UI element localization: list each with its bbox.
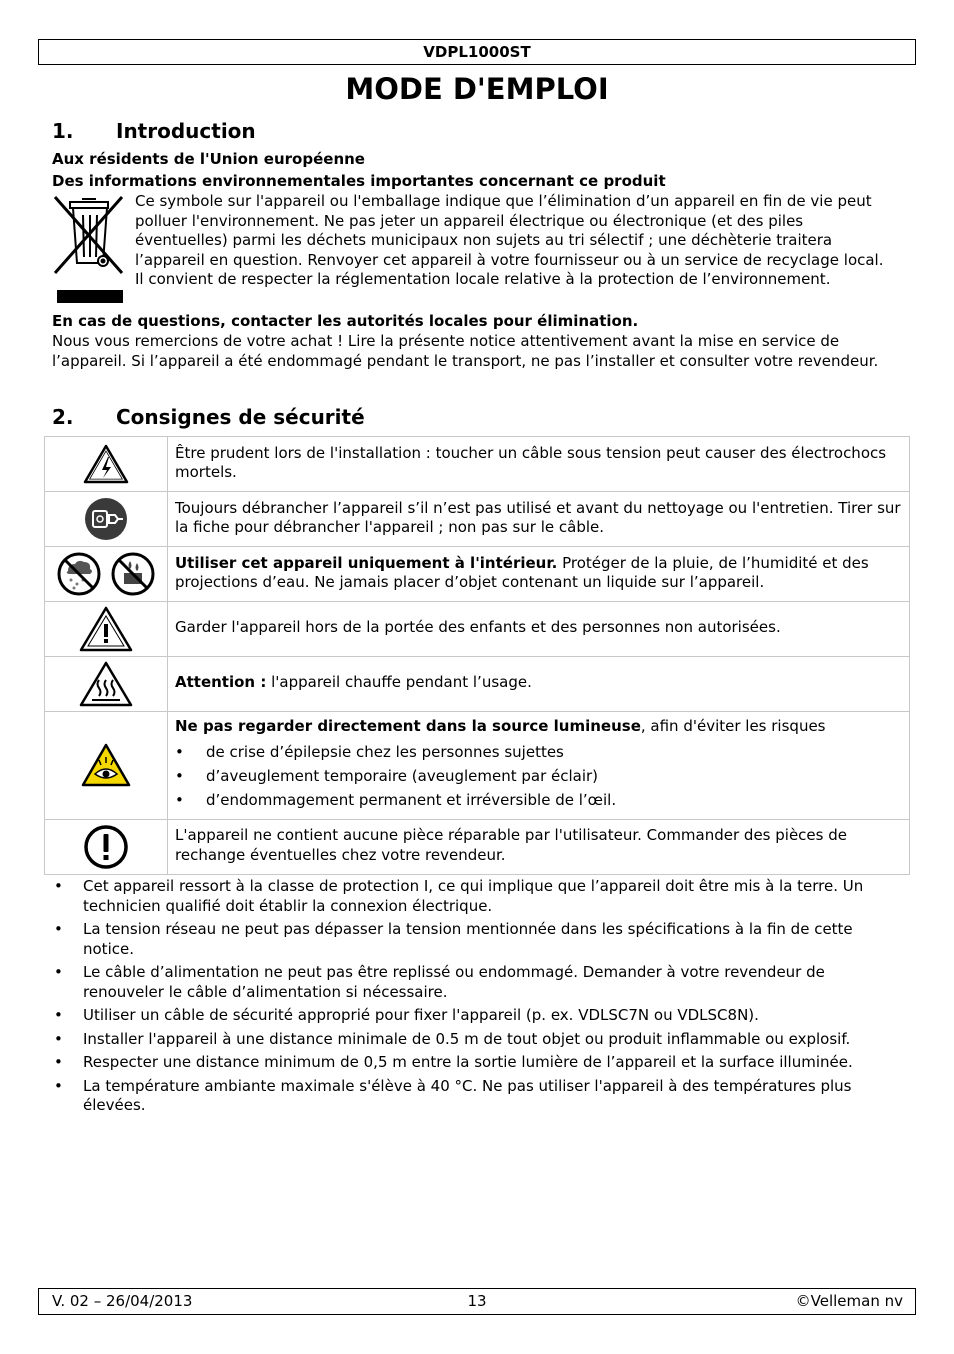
document-header	[38, 39, 916, 65]
safety-bullet-list	[52, 877, 908, 1120]
section-number: 1.	[52, 119, 74, 143]
list-item: • d’endommagement permanent et irréversible de l’œil.	[175, 788, 901, 812]
list-item: • La tension réseau ne peut pas dépasser la tension mentionnée dans les spécifications à la fin de cette notice.	[52, 920, 908, 959]
icon-cell	[45, 602, 168, 657]
thanks-paragraph: Nous vous remercions de votre achat ! Lire la présente notice attentivement avant la mise en service de l’appareil. Si l’appareil a été endommagé pendant le transport, ne pas l’installer et consulter votre revendeur.	[52, 332, 879, 370]
table-row	[45, 492, 910, 547]
section-title: Consignes de sécurité	[116, 405, 365, 429]
general-warning-icon	[78, 605, 134, 653]
safety-text	[168, 712, 910, 820]
safety-text: Garder l'appareil hors de la portée des enfants et des personnes non autorisées.	[168, 602, 910, 657]
table-row	[45, 819, 910, 874]
icon-cell	[45, 437, 168, 492]
icon-cell	[45, 712, 168, 820]
env-info-heading: Des informations environnementales importantes concernant ce produit	[52, 172, 666, 190]
icon-cell	[45, 657, 168, 712]
icon-cell	[45, 492, 168, 547]
electric-shock-warning-icon	[82, 443, 130, 485]
eye-risk-list	[175, 740, 901, 812]
table-row	[45, 547, 910, 602]
list-item: • Respecter une distance minimum de 0,5 m entre la sortie lumière de l’appareil et la surface illuminée.	[52, 1053, 908, 1073]
hot-surface-icon	[78, 660, 134, 708]
list-item: • La température ambiante maximale s'élève à 40 °C. Ne pas utiliser l'appareil à des températures plus élevées.	[52, 1077, 908, 1116]
list-item: • d’aveuglement temporaire (aveuglement par éclair)	[175, 764, 901, 788]
document-footer	[38, 1288, 916, 1315]
icon-cell	[45, 819, 168, 874]
safety-text	[168, 657, 910, 712]
section-number: 2.	[52, 405, 74, 429]
unplug-icon	[83, 496, 129, 542]
model-number: VDPL1000ST	[423, 43, 531, 61]
copyright: ©Velleman nv	[795, 1292, 903, 1310]
table-row	[45, 712, 910, 820]
section-heading-introduction	[52, 118, 256, 144]
list-item: • Utiliser un câble de sécurité approprié pour fixer l'appareil (p. ex. VDLSC7N ou VDLSC8N).	[52, 1006, 908, 1026]
section-heading-safety	[52, 404, 365, 430]
questions-notice: En cas de questions, contacter les autorités locales pour élimination.	[52, 312, 639, 330]
safety-text-rest: l'appareil chauffe pendant l’usage.	[266, 673, 532, 692]
safety-text	[168, 547, 910, 602]
weee-bin-icon	[52, 193, 126, 305]
list-item: • de crise d’épilepsie chez les personnes sujettes	[175, 740, 901, 764]
table-row	[45, 657, 910, 712]
list-item: • Cet appareil ressort à la classe de protection I, ce qui implique que l’appareil doit être mis à la terre. Un technicien qualifié doit établir la connexion électrique.	[52, 877, 908, 916]
no-liquid-icon	[110, 551, 156, 597]
exclamation-circle-icon	[83, 824, 129, 870]
safety-text: Toujours débrancher l’appareil s’il n’est pas utilisé et avant du nettoyage ou l'entretien. Tirer sur la fiche pour débrancher l'appareil ; non pas sur le câble.	[168, 492, 910, 547]
eye-light-warning-icon	[80, 742, 132, 788]
list-item: • Le câble d’alimentation ne peut pas être replissé ou endommagé. Demander à votre revendeur de renouveler le câble d’alimentation si nécessaire.	[52, 963, 908, 1002]
safety-text-rest: Protéger de la pluie, de l’humidité et des projections d’eau. Ne jamais placer d’objet contenant un liquide sur l’appareil.	[175, 553, 869, 591]
weee-description: Ce symbole sur l'appareil ou l'emballage indique que l’élimination d’un appareil en fin de vie peut polluer l'environnement. Ne pas jeter un appareil électrique ou électronique (et des piles éventuelles) parmi les déchets municipaux non sujets au tri sélectif ; une déchèterie traitera l’appareil en question. Renvoyer cet appareil à votre fournisseur ou à un service de recyclage local. Il convient de respecter la réglementation locale relative à la protection de l’environnement.	[135, 192, 884, 288]
page-title: MODE D'EMPLOI	[345, 72, 609, 106]
safety-text: L'appareil ne contient aucune pièce réparable par l'utilisateur. Commander des pièces de rechange éventuelles chez votre revendeur.	[168, 819, 910, 874]
eu-residents-heading: Aux résidents de l'Union européenne	[52, 150, 365, 168]
list-item: • Installer l'appareil à une distance minimale de 0.5 m de tout objet ou produit inflammable ou explosif.	[52, 1030, 908, 1050]
no-rain-icon	[56, 551, 102, 597]
table-row	[45, 437, 910, 492]
section-title: Introduction	[116, 119, 256, 143]
safety-text-bold: Ne pas regarder directement dans la source lumineuse	[175, 717, 641, 735]
icon-cell	[45, 547, 168, 602]
safety-table	[44, 436, 910, 875]
safety-text: Être prudent lors de l'installation : toucher un câble sous tension peut causer des électrochocs mortels.	[168, 437, 910, 492]
safety-text-bold: Utiliser cet appareil uniquement à l'intérieur.	[175, 553, 558, 572]
safety-text-rest: , afin d'éviter les risques	[640, 717, 826, 735]
safety-text-bold: Attention :	[175, 673, 267, 692]
version-date: V. 02 – 26/04/2013	[52, 1292, 193, 1310]
table-row	[45, 602, 910, 657]
page-number: 13	[467, 1292, 487, 1310]
